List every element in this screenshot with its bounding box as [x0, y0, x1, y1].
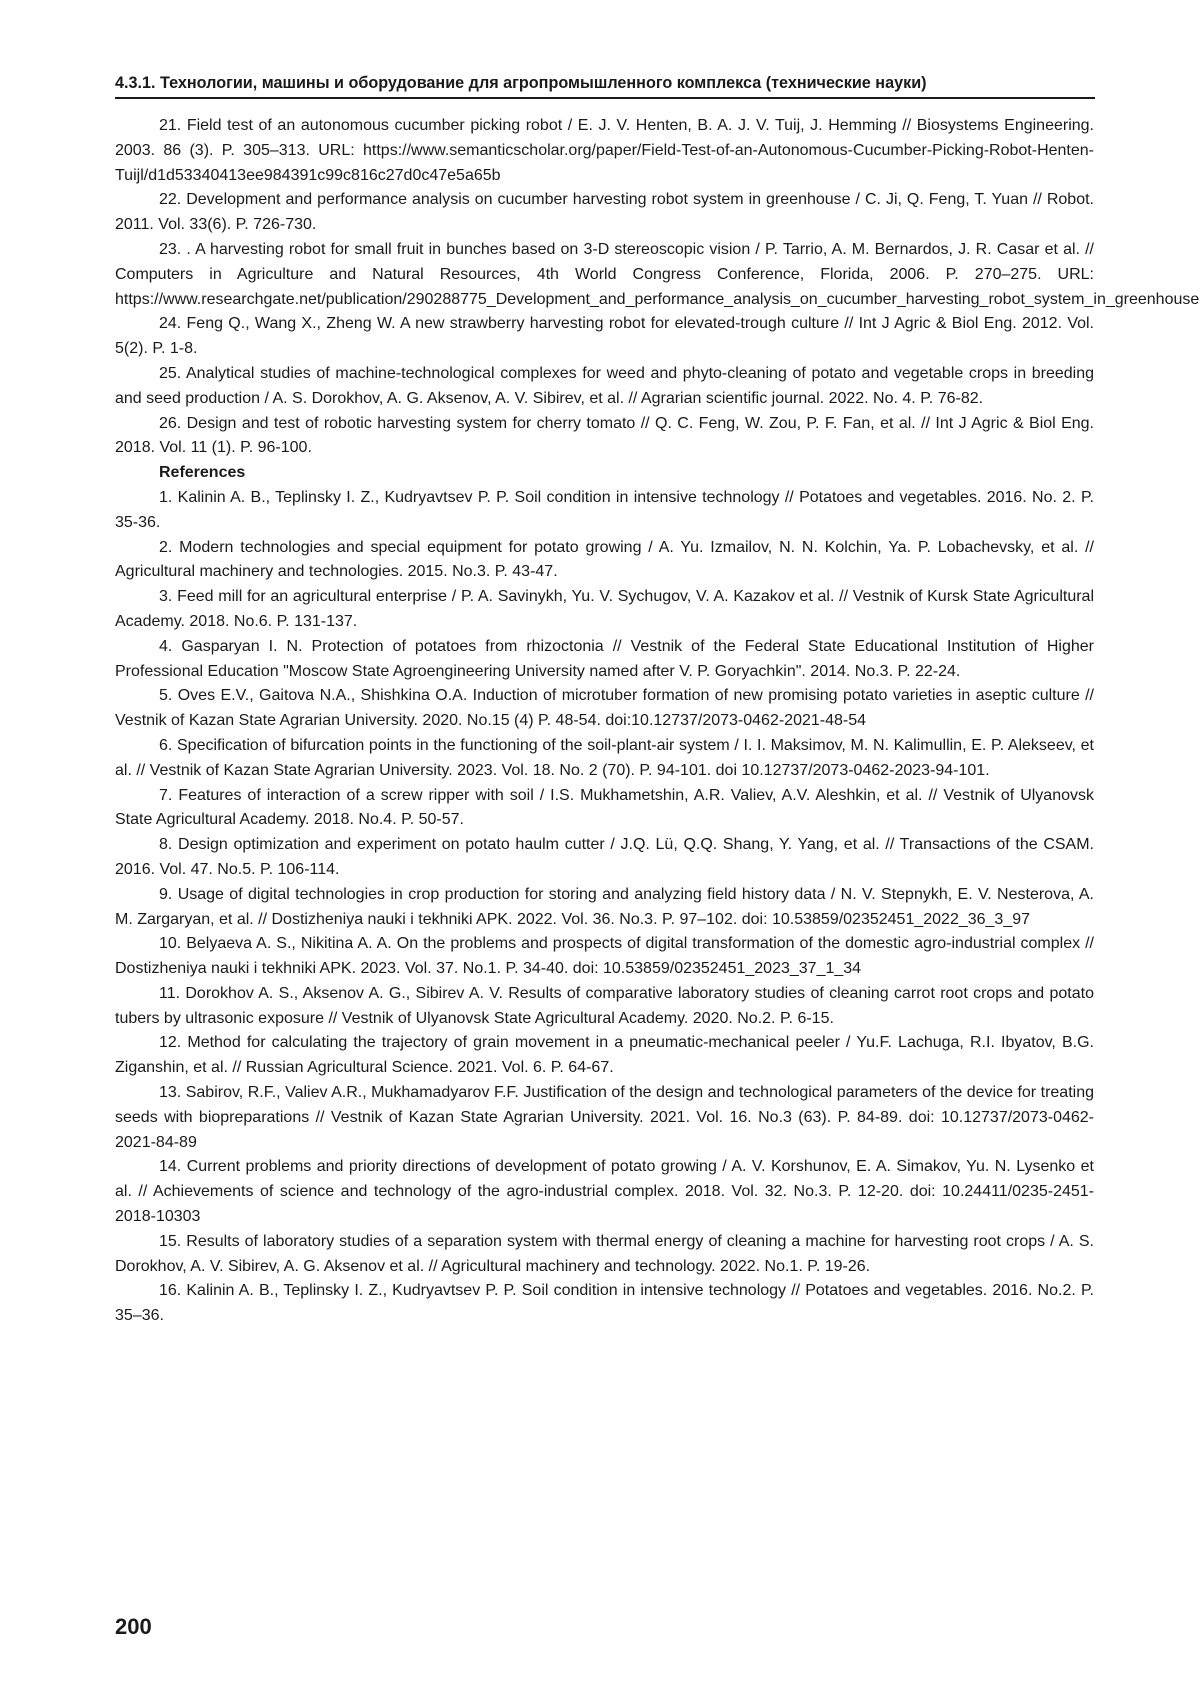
- reference-item: 4. Gasparyan I. N. Protection of potatoes from rhizoctonia // Vestnik of the Federal State Educational Institution of Higher Professional Education "Moscow State Agroengineering University named after V. P. Goryachkin". 2014. No.3. P. 22-24.: [115, 635, 1094, 685]
- reference-item: 2. Modern technologies and special equipment for potato growing / A. Yu. Izmailov, N. N. Kolchin, Ya. P. Lobachevsky, et al. // Agricultural machinery and technologies. 2015. No.3. P. 43-47.: [115, 536, 1094, 586]
- reference-item: 22. Development and performance analysis on cucumber harvesting robot system in greenhouse / C. Ji, Q. Feng, T. Yuan // Robot. 2011. Vol. 33(6). P. 726-730.: [115, 188, 1094, 238]
- reference-item: 23. . A harvesting robot for small fruit in bunches based on 3-D stereoscopic vision / P. Tarrio, A. M. Bernardos, J. R. Casar et al. // Computers in Agriculture and Natural Resources, 4th World Congress Conference, Florida, 2006. P. 270–275. URL: https://www.researchgate.net/publication/290288775_Development_and_performance_analysis_on_cucumber_harvesting_robot_system_in_greenhouse: [115, 238, 1094, 312]
- reference-item: 14. Current problems and priority directions of development of potato growing / A. V. Korshunov, E. A. Simakov, Yu. N. Lysenko et al. // Achievements of science and technology of the agro-industrial complex. 2018. Vol. 32. No.3. P. 12-20. doi: 10.24411/0235-2451-2018-10303: [115, 1155, 1094, 1229]
- reference-item: 5. Oves E.V., Gaitova N.A., Shishkina O.A. Induction of microtuber formation of new promising potato varieties in aseptic culture // Vestnik of Kazan State Agrarian University. 2020. No.15 (4) P. 48-54. doi:10.12737/2073-0462-2021-48-54: [115, 684, 1094, 734]
- page-number: 200: [115, 1614, 152, 1640]
- reference-item: 13. Sabirov, R.F., Valiev A.R., Mukhamadyarov F.F. Justification of the design and technological parameters of the device for treating seeds with biopreparations // Vestnik of Kazan State Agrarian University. 2021. Vol. 16. No.3 (63). P. 84-89. doi: 10.12737/2073-0462-2021-84-89: [115, 1081, 1094, 1155]
- reference-item: 3. Feed mill for an agricultural enterprise / P. A. Savinykh, Yu. V. Sychugov, V. A. Kazakov et al. // Vestnik of Kursk State Agricultural Academy. 2018. No.6. P. 131-137.: [115, 585, 1094, 635]
- reference-item: 6. Specification of bifurcation points in the functioning of the soil-plant-air system / I. I. Maksimov, M. N. Kalimullin, E. P. Alekseev, et al. // Vestnik of Kazan State Agrarian University. 2023. Vol. 18. No. 2 (70). P. 94-101. doi 10.12737/2073-0462-2023-94-101.: [115, 734, 1094, 784]
- reference-item: 12. Method for calculating the trajectory of grain movement in a pneumatic-mechanical peeler / Yu.F. Lachuga, R.I. Ibyatov, B.G. Ziganshin, et al. // Russian Agricultural Science. 2021. Vol. 6. P. 64-67.: [115, 1031, 1094, 1081]
- reference-item: 21. Field test of an autonomous cucumber picking robot / E. J. V. Henten, B. A. J. V. Tuij, J. Hemming // Biosystems Engineering. 2003. 86 (3). P. 305–313. URL: https://www.semanticscholar.org/paper/Field-Test-of-an-Autonomous-Cucumber-Picking-Robot-Henten-Tuijl/d1d53340413ee984391c99c816c27d0c47e5a65b: [115, 114, 1094, 188]
- references-heading: References: [115, 461, 1094, 486]
- running-header: 4.3.1. Технологии, машины и оборудование для агропромышленного комплекса (технические науки): [115, 73, 1095, 93]
- reference-item: 11. Dorokhov A. S., Aksenov A. G., Sibirev A. V. Results of comparative laboratory studies of cleaning carrot root crops and potato tubers by ultrasonic exposure // Vestnik of Ulyanovsk State Agricultural Academy. 2020. No.2. P. 6-15.: [115, 982, 1094, 1032]
- reference-item: 7. Features of interaction of a screw ripper with soil / I.S. Mukhametshin, A.R. Valiev, A.V. Aleshkin, et al. // Vestnik of Ulyanovsk State Agricultural Academy. 2018. No.4. P. 50-57.: [115, 784, 1094, 834]
- reference-item: 8. Design optimization and experiment on potato haulm cutter / J.Q. Lü, Q.Q. Shang, Y. Yang, et al. // Transactions of the CSAM. 2016. Vol. 47. No.5. P. 106-114.: [115, 833, 1094, 883]
- reference-item: 15. Results of laboratory studies of a separation system with thermal energy of cleaning a machine for harvesting root crops / A. S. Dorokhov, A. V. Sibirev, A. G. Aksenov et al. // Agricultural machinery and technology. 2022. No.1. P. 19-26.: [115, 1230, 1094, 1280]
- reference-list: [115, 114, 1094, 1329]
- header-rule: [115, 97, 1095, 99]
- reference-item: 25. Analytical studies of machine-technological complexes for weed and phyto-cleaning of potato and vegetable crops in breeding and seed production / A. S. Dorokhov, A. G. Aksenov, A. V. Sibirev, et al. // Agrarian scientific journal. 2022. No. 4. P. 76-82.: [115, 362, 1094, 412]
- reference-item: 16. Kalinin A. B., Teplinsky I. Z., Kudryavtsev P. P. Soil condition in intensive technology // Potatoes and vegetables. 2016. No.2. P. 35–36.: [115, 1279, 1094, 1329]
- reference-item: 1. Kalinin A. B., Teplinsky I. Z., Kudryavtsev P. P. Soil condition in intensive technology // Potatoes and vegetables. 2016. No. 2. P. 35-36.: [115, 486, 1094, 536]
- reference-item: 10. Belyaeva A. S., Nikitina A. A. On the problems and prospects of digital transformation of the domestic agro-industrial complex // Dostizheniya nauki i tekhniki APK. 2023. Vol. 37. No.1. P. 34-40. doi: 10.53859/02352451_2023_37_1_34: [115, 932, 1094, 982]
- reference-item: 26. Design and test of robotic harvesting system for cherry tomato // Q. C. Feng, W. Zou, P. F. Fan, et al. // Int J Agric & Biol Eng. 2018. Vol. 11 (1). P. 96-100.: [115, 412, 1094, 462]
- journal-page: [0, 0, 1200, 1697]
- reference-item: 24. Feng Q., Wang X., Zheng W. A new strawberry harvesting robot for elevated-trough culture // Int J Agric & Biol Eng. 2012. Vol. 5(2). P. 1-8.: [115, 312, 1094, 362]
- reference-item: 9. Usage of digital technologies in crop production for storing and analyzing field history data / N. V. Stepnykh, E. V. Nesterova, A. M. Zargaryan, et al. // Dostizheniya nauki i tekhniki APK. 2022. Vol. 36. No.3. P. 97–102. doi: 10.53859/02352451_2022_36_3_97: [115, 883, 1094, 933]
